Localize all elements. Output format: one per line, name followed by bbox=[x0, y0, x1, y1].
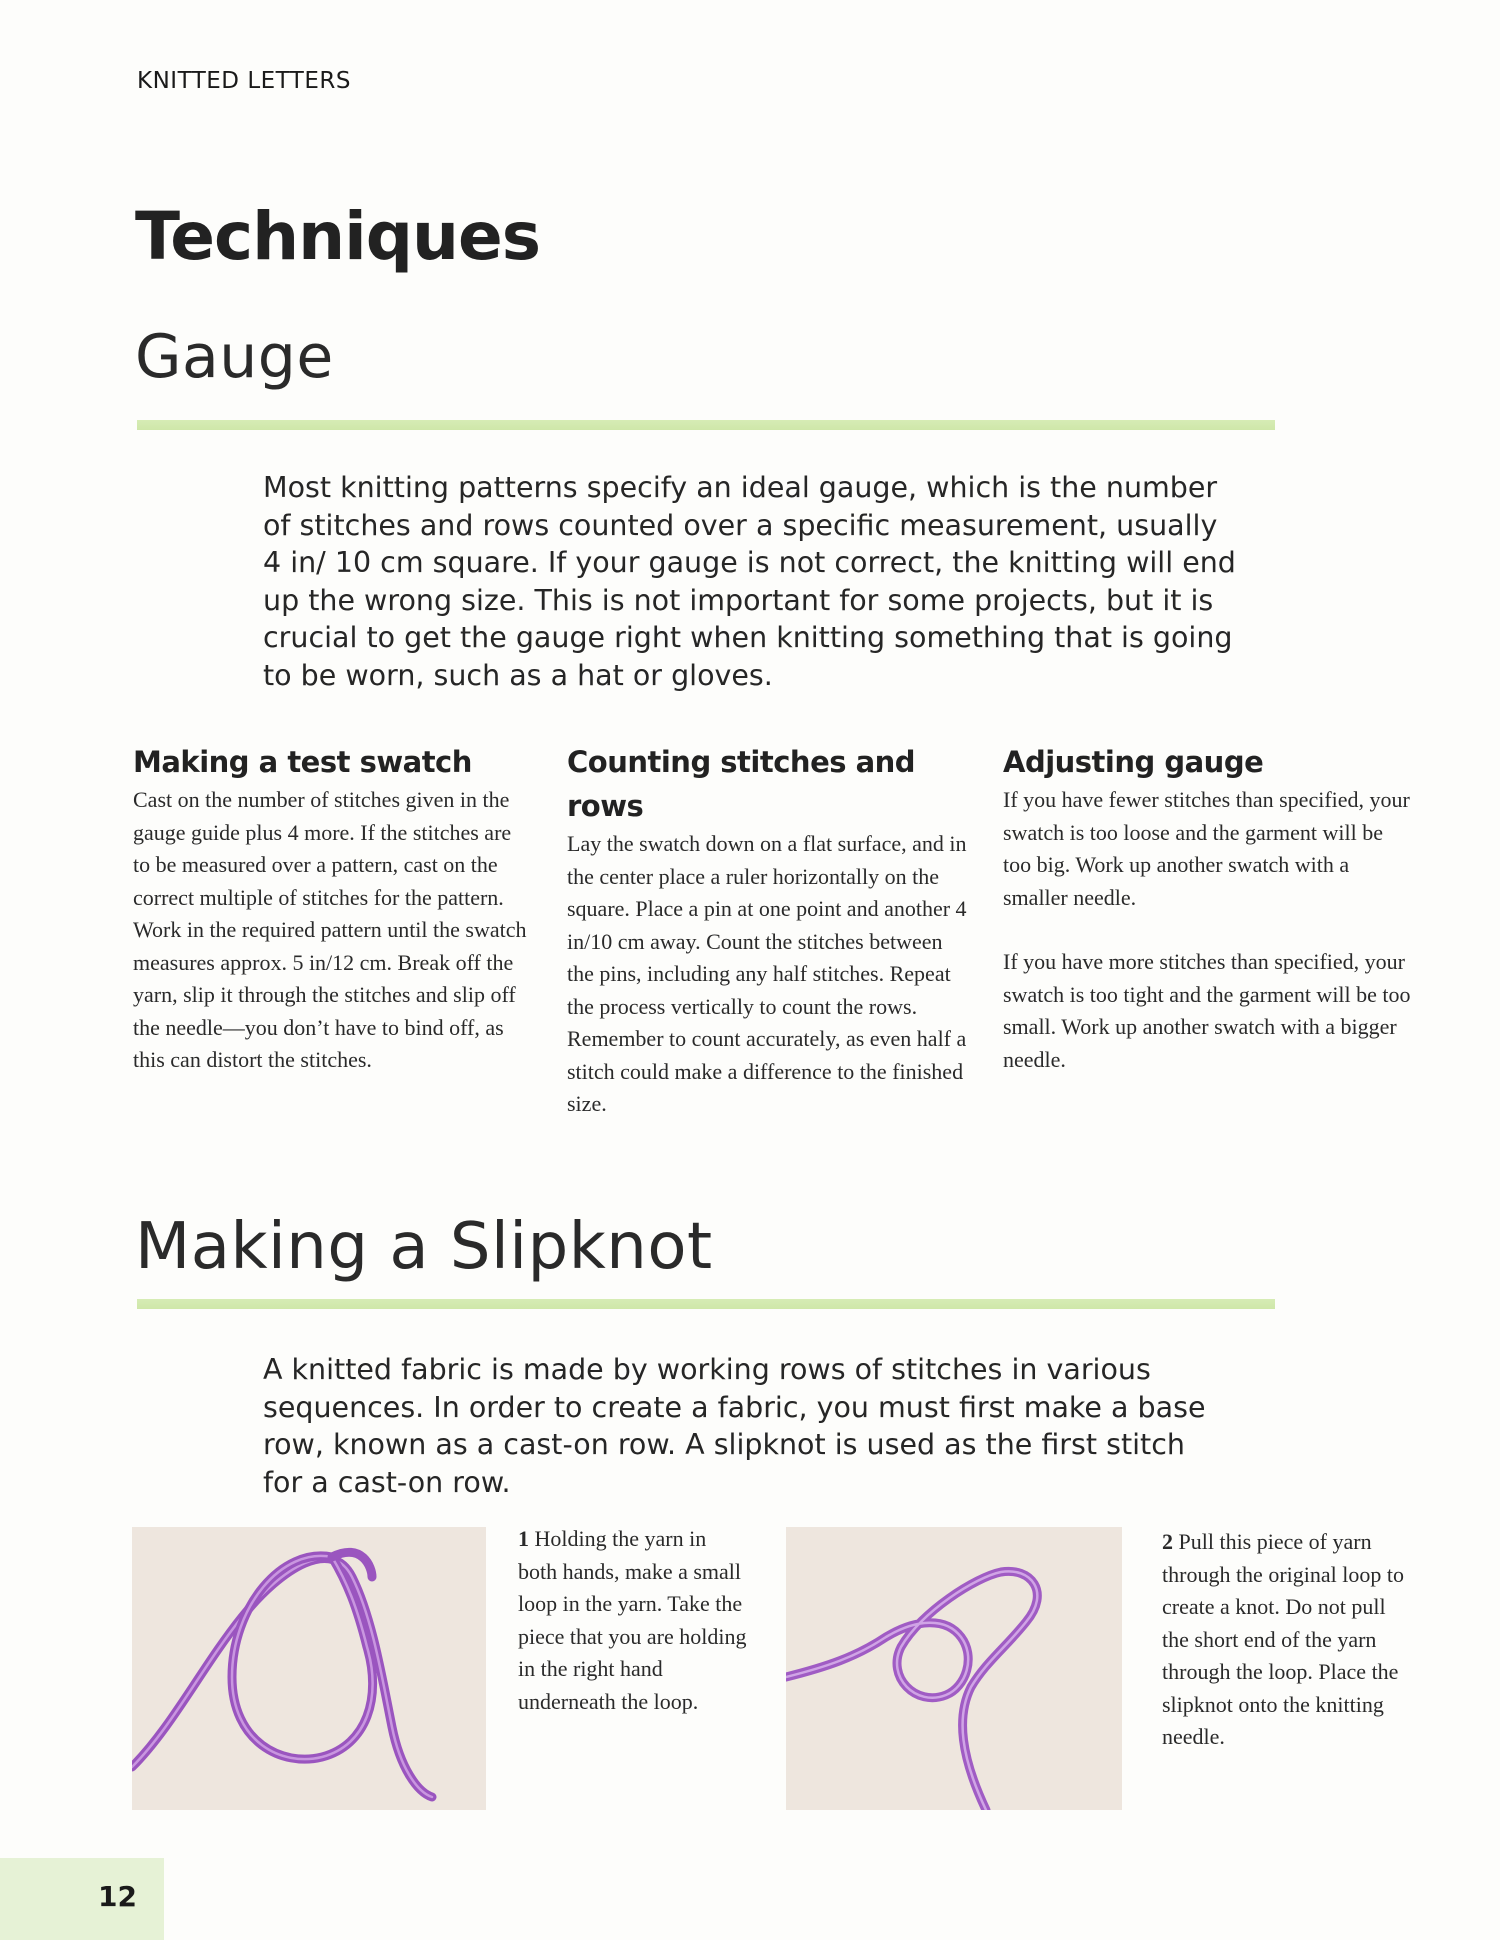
gauge-heading: Gauge bbox=[135, 322, 334, 392]
running-head: KNITTED LETTERS bbox=[137, 68, 351, 94]
yarn-loop-illustration bbox=[132, 1527, 486, 1810]
adjusting-text-2: If you have more stitches than specified, your swatch is too tight and the garment will be too small. Work up another swatch with a bigger needle. bbox=[1003, 949, 1411, 1072]
column-adjusting bbox=[1003, 740, 1413, 1076]
page-number: 12 bbox=[98, 1880, 137, 1913]
step-1-photo bbox=[132, 1527, 486, 1810]
adjusting-text-1: If you have fewer stitches than specified, your swatch is too loose and the garment will be too big. Work up another swatch with a smaller needle. bbox=[1003, 787, 1410, 910]
slipknot-rule bbox=[137, 1299, 1275, 1309]
step-2-photo bbox=[786, 1527, 1122, 1810]
counting-text: Lay the swatch down on a flat surface, and in the center place a ruler horizontally on the square. Place a pin at one point and another 4 in/10 cm away. Count the stitches between the pins, including any half stitches. Repeat the process vertically to count the rows. Remember to count accurately, as even half a stitch could make a difference to the finished size. bbox=[567, 831, 967, 1116]
slipknot-intro: A knitted fabric is made by working rows of stitches in various sequences. In order to create a fabric, you must first make a base row, known as a cast-on row. A slipknot is used as the first stitch for a cast-on row. bbox=[263, 1353, 1206, 1499]
column-counting bbox=[567, 740, 972, 1121]
page-title: Techniques bbox=[135, 198, 541, 275]
slipknot-illustration bbox=[786, 1527, 1122, 1810]
step-2-text: Pull this piece of yarn through the original loop to create a knot. Do not pull the short end of the yarn through the loop. Place the slipknot onto the knitting needle. bbox=[1162, 1529, 1404, 1749]
slipknot-heading: Making a Slipknot bbox=[135, 1210, 713, 1284]
step-1 bbox=[518, 1523, 748, 1718]
subhead-adjusting: Adjusting gauge bbox=[1003, 745, 1264, 779]
gauge-rule bbox=[137, 420, 1275, 430]
page-number-tab bbox=[0, 1858, 164, 1940]
subhead-test-swatch: Making a test swatch bbox=[133, 745, 472, 779]
gauge-intro: Most knitting patterns specify an ideal gauge, which is the number of stitches and rows counted over a specific measurement, usually 4 in/ 10 cm square. If your gauge is not correct, the knitting will end up the wrong size. This is not important for some projects, but it is crucial to get the gauge right when knitting something that is going to be worn, such as a hat or gloves. bbox=[263, 471, 1236, 692]
step-1-text: Holding the yarn in both hands, make a small loop in the yarn. Take the piece that you are holding in the right hand underneath the loop. bbox=[518, 1526, 747, 1714]
column-test-swatch bbox=[133, 740, 533, 1077]
test-swatch-text: Cast on the number of stitches given in the gauge guide plus 4 more. If the stitches are to be measured over a pattern, cast on the correct multiple of stitches for the pattern. Work in the required pattern until the swatch measures approx. 5 in/12 cm. Break off the yarn, slip it through the stitches and slip off the needle—you don’t have to bind off, as this can distort the stitches. bbox=[133, 787, 527, 1072]
subhead-counting: Counting stitches and rows bbox=[567, 745, 916, 823]
step-2-number: 2 bbox=[1162, 1529, 1173, 1554]
step-1-number: 1 bbox=[518, 1526, 529, 1551]
step-2 bbox=[1162, 1526, 1412, 1754]
